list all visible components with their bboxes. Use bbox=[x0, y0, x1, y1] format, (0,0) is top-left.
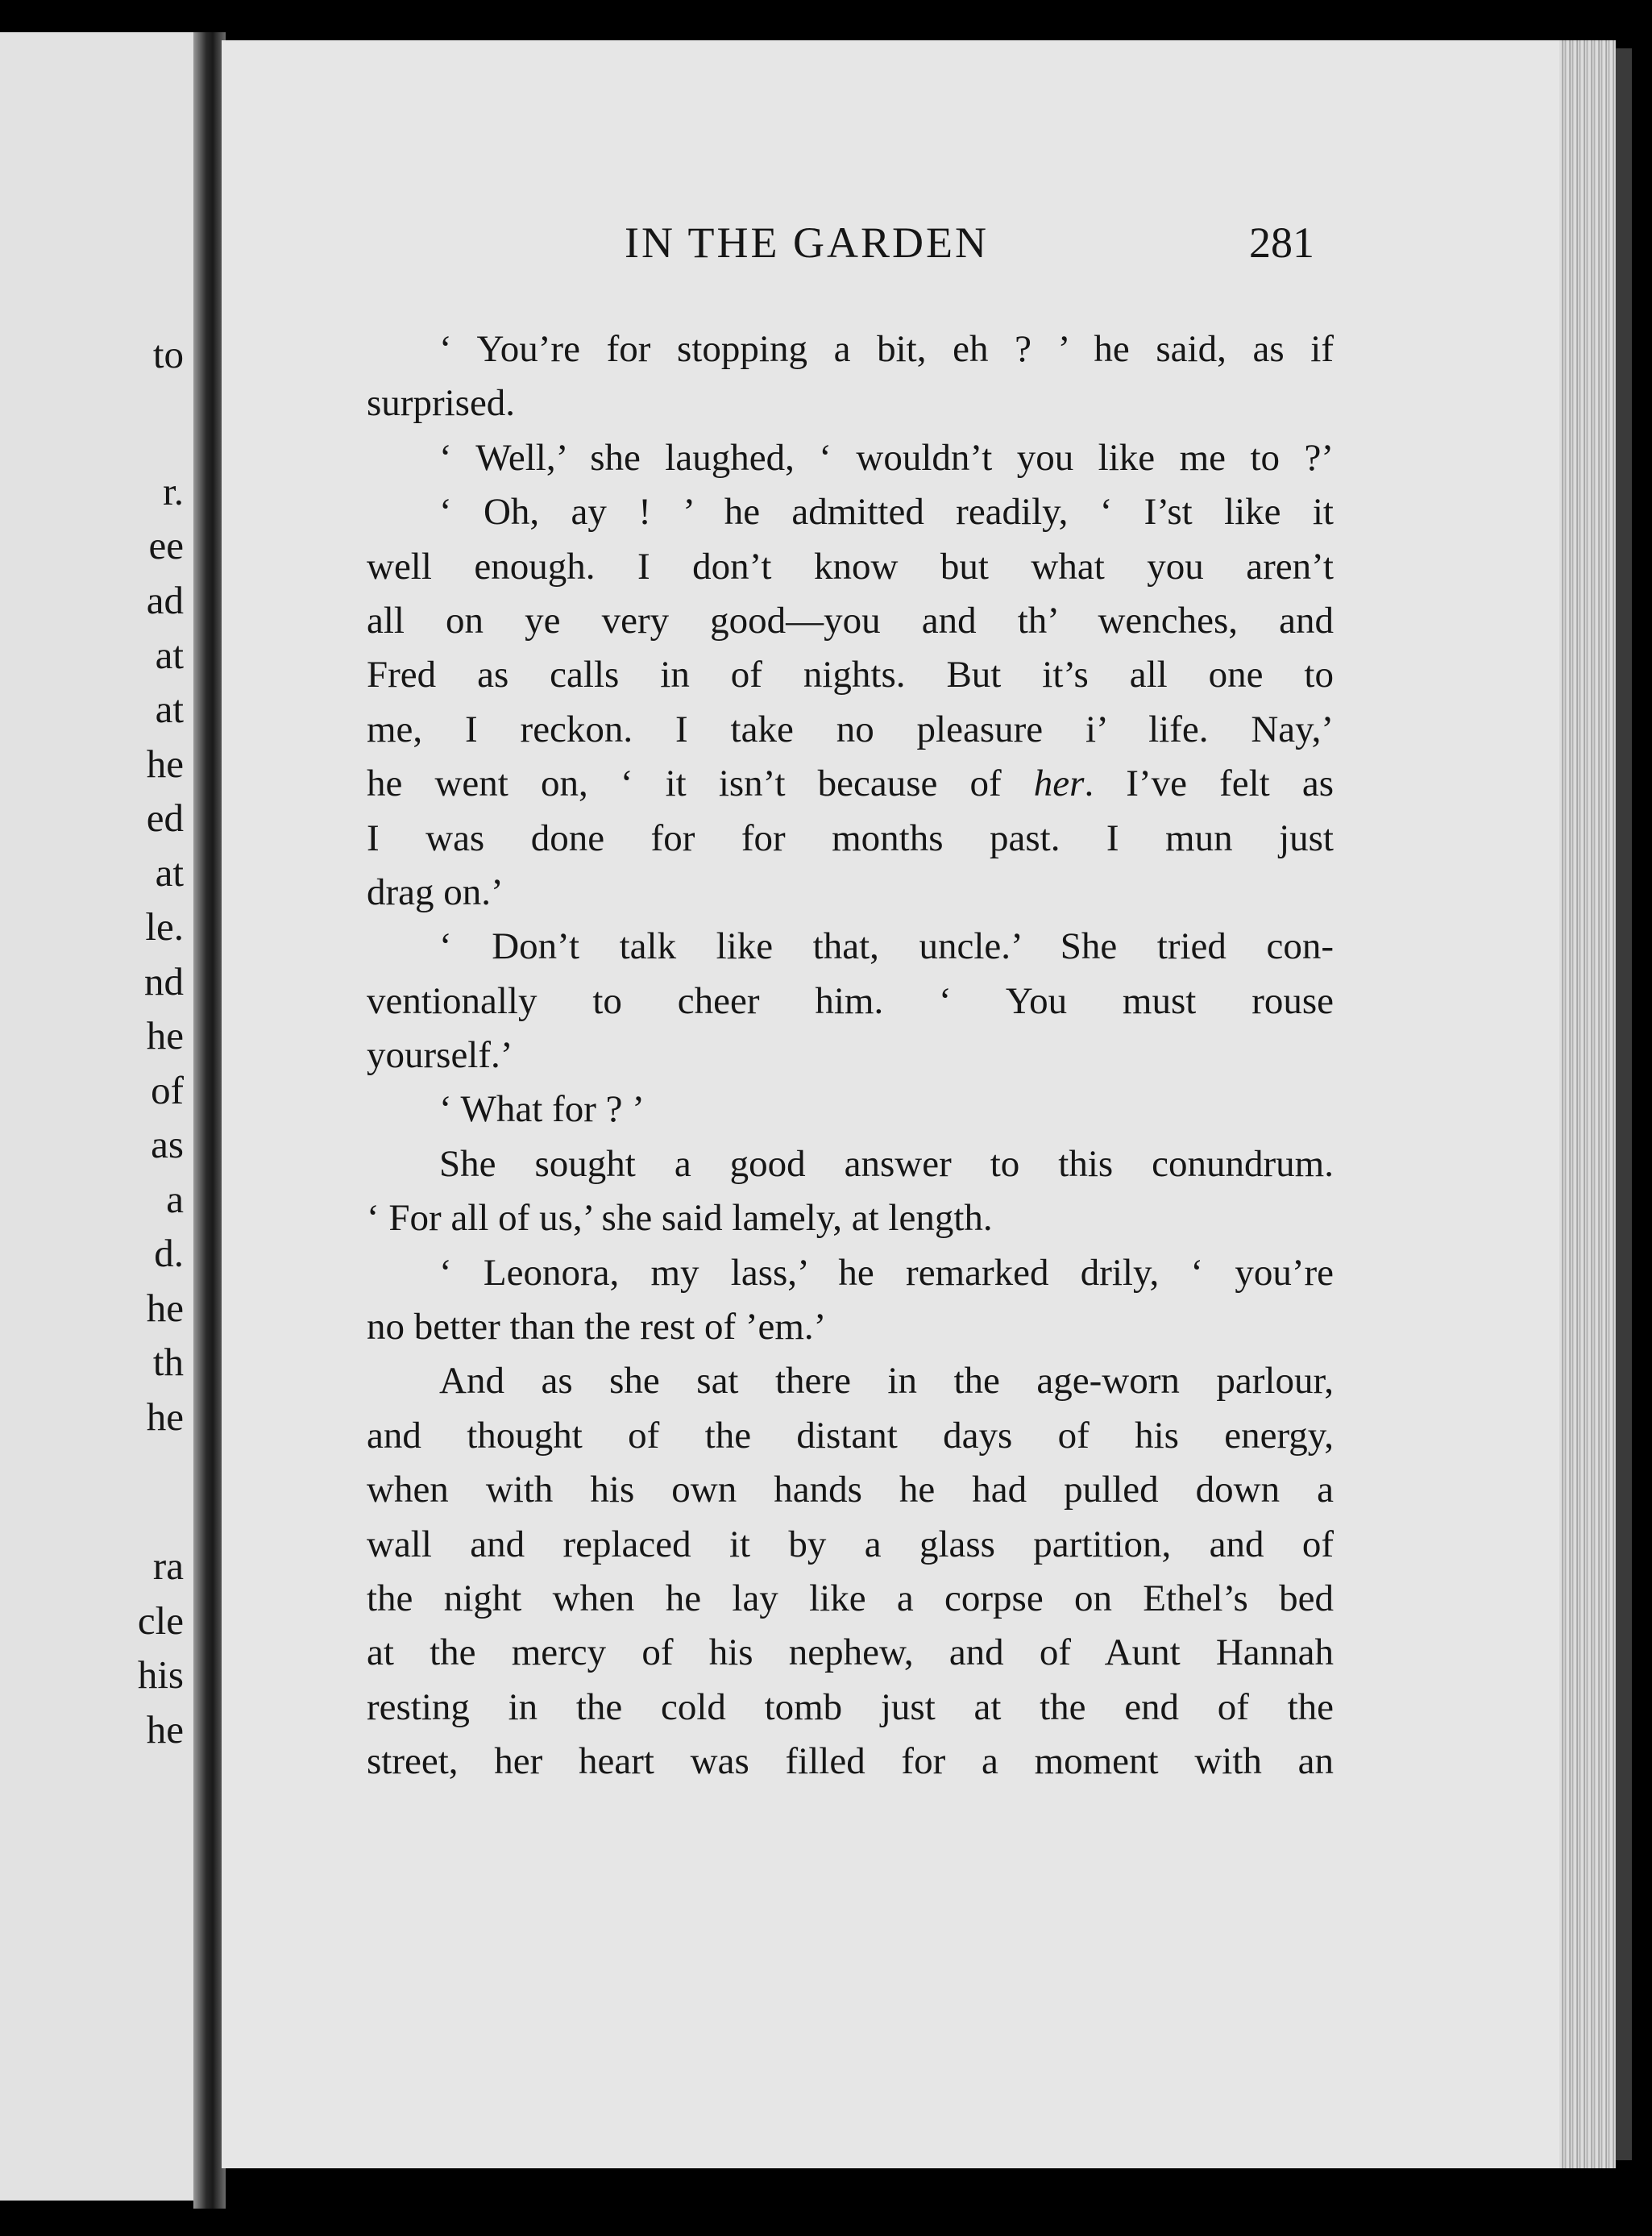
left-page-fragment: at bbox=[155, 850, 184, 895]
left-page-fragment: cle bbox=[137, 1598, 184, 1643]
text-line: well enough. I don’t know but what you aren’t bbox=[367, 545, 1334, 588]
text-line: ‘ For all of us,’ she said lamely, at length. bbox=[367, 1197, 993, 1240]
text-line: all on ye very good—you and th’ wenches, and bbox=[367, 599, 1334, 642]
left-page-fragment: he bbox=[146, 1707, 184, 1752]
book-edge-shadow bbox=[1616, 48, 1632, 2160]
text-line: I was done for for months past. I mun just bbox=[367, 817, 1334, 859]
text-line: he went on, ‘ it isn’t because of her. I’ve felt as bbox=[367, 763, 1334, 805]
left-page-fragment: he bbox=[146, 1394, 184, 1439]
text-line: She sought a good answer to this conundrum. bbox=[439, 1142, 1334, 1185]
left-page-fragment: at bbox=[155, 633, 184, 677]
page-number: 281 bbox=[1249, 218, 1314, 267]
emphasis: her bbox=[1033, 763, 1085, 805]
text-line: drag on.’ bbox=[367, 871, 504, 913]
page-edges bbox=[1559, 40, 1616, 2168]
text-line: yourself.’ bbox=[367, 1034, 513, 1077]
text-line: the night when he lay like a corpse on Ethel’s bed bbox=[367, 1577, 1334, 1619]
book-gutter bbox=[193, 32, 226, 2209]
left-page-fragment: d. bbox=[154, 1231, 184, 1275]
text-line: ‘ Leonora, my lass,’ he remarked drily, ‘ you’re bbox=[439, 1251, 1334, 1294]
text-line: no better than the rest of ’em.’ bbox=[367, 1306, 827, 1349]
left-page-fragment: ra bbox=[152, 1544, 184, 1588]
text-line: Fred as calls in of nights. But it’s all one to bbox=[367, 654, 1334, 696]
text-line: ‘ What for ? ’ bbox=[439, 1088, 645, 1131]
left-page-fragment: le. bbox=[145, 904, 184, 949]
text-line: ‘ Oh, ay ! ’ he admitted readily, ‘ I’st like it bbox=[439, 491, 1334, 534]
left-page-fragment: ee bbox=[148, 523, 184, 567]
text-line: ‘ Well,’ she laughed, ‘ wouldn’t you like me to ?’ bbox=[439, 436, 1334, 479]
left-page-fragment: as bbox=[151, 1122, 184, 1166]
left-page-fragment: r. bbox=[163, 469, 184, 513]
running-head: IN THE GARDEN bbox=[625, 218, 989, 267]
left-page-fragment: ad bbox=[146, 578, 184, 622]
left-page-fragment: his bbox=[137, 1652, 184, 1697]
text-line: ‘ You’re for stopping a bit, eh ? ’ he said, as if bbox=[439, 328, 1334, 370]
left-page-fragment: he bbox=[146, 1286, 184, 1330]
text-line: wall and replaced it by a glass partition, and of bbox=[367, 1523, 1334, 1565]
left-page-fragment: of bbox=[151, 1068, 184, 1112]
left-page-fragment: at bbox=[155, 687, 184, 731]
body-text bbox=[367, 322, 1334, 1789]
text-line: me, I reckon. I take no pleasure i’ life. Nay,’ bbox=[367, 708, 1334, 750]
text-line: when with his own hands he had pulled down a bbox=[367, 1469, 1334, 1511]
text-line: street, her heart was filled for a moment with an bbox=[367, 1740, 1334, 1783]
text-line: surprised. bbox=[367, 382, 516, 425]
left-page-fragment: to bbox=[152, 332, 184, 376]
text-line: resting in the cold tomb just at the end of the bbox=[367, 1685, 1334, 1728]
text-line: ‘ Don’t talk like that, uncle.’ She tried con- bbox=[439, 925, 1334, 968]
left-page-fragment: he bbox=[146, 742, 184, 786]
left-page-fragment: nd bbox=[144, 959, 184, 1004]
text-line: ventionally to cheer him. ‘ You must rouse bbox=[367, 979, 1334, 1022]
text-line: And as she sat there in the age-worn parlour, bbox=[439, 1360, 1334, 1403]
left-page-fragment: th bbox=[152, 1340, 184, 1384]
previous-page bbox=[0, 32, 193, 2201]
left-page-fragment: ed bbox=[146, 796, 184, 840]
left-page-fragment: he bbox=[146, 1013, 184, 1058]
text-line: at the mercy of his nephew, and of Aunt Hannah bbox=[367, 1631, 1334, 1674]
text-line: and thought of the distant days of his energy, bbox=[367, 1414, 1334, 1457]
left-page-fragment: a bbox=[166, 1177, 184, 1221]
